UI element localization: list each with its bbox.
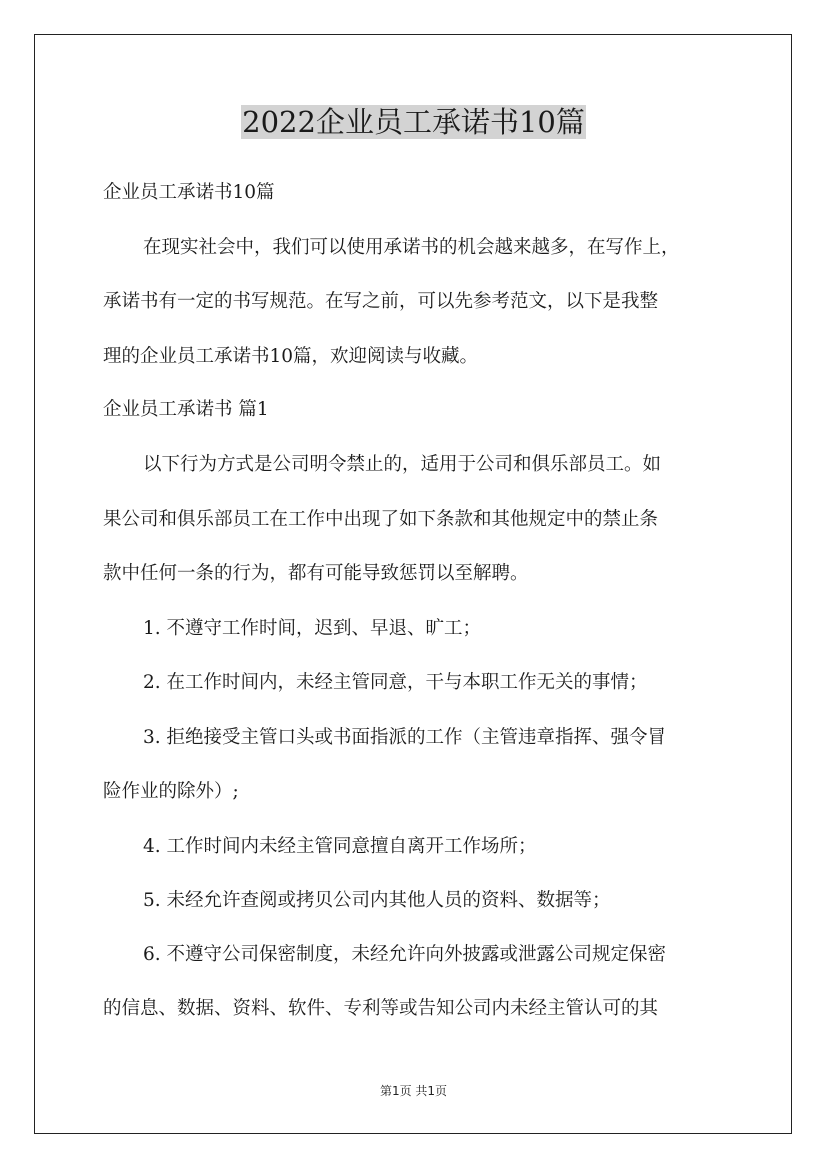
paragraph-line: 款中任何一条的行为，都有可能导致惩罚以至解聘。	[103, 563, 529, 584]
paragraph-line: 以下行为方式是公司明令禁止的，适用于公司和俱乐部员工。如	[143, 454, 662, 475]
paragraph-line: 理的企业员工承诺书10篇，欢迎阅读与收藏。	[103, 346, 479, 367]
section-heading: 企业员工承诺书 篇1	[103, 399, 269, 420]
paragraph-line: 承诺书有一定的书写规范。在写之前，可以先参考范文，以下是我整	[103, 291, 659, 312]
paragraph-line: 果公司和俱乐部员工在工作中出现了如下条款和其他规定中的禁止条	[103, 509, 659, 530]
list-item-continuation: 险作业的除外）;	[103, 781, 239, 802]
list-item: 5. 未经允许查阅或拷贝公司内其他人员的资料、数据等；	[143, 890, 611, 911]
document-title: 2022企业员工承诺书10篇	[242, 105, 585, 139]
page-footer: 第1页 共1页	[379, 1084, 448, 1098]
list-item: 1. 不遵守工作时间，迟到、早退、旷工；	[143, 618, 482, 639]
paragraph-line: 在现实社会中，我们可以使用承诺书的机会越来越多，在写作上，	[143, 237, 680, 258]
list-item: 3. 拒绝接受主管口头或书面指派的工作（主管违章指挥、强令冒	[143, 727, 667, 748]
document-title-container	[0, 100, 827, 144]
section-heading: 企业员工承诺书10篇	[103, 182, 275, 203]
list-item-continuation: 的信息、数据、资料、软件、专利等或告知公司内未经主管认可的其	[103, 998, 659, 1019]
list-item: 4. 工作时间内未经主管同意擅自离开工作场所；	[143, 836, 537, 857]
list-item: 6. 不遵守公司保密制度，未经允许向外披露或泄露公司规定保密	[143, 944, 667, 965]
list-item: 2. 在工作时间内，未经主管同意，干与本职工作无关的事情；	[143, 672, 648, 693]
